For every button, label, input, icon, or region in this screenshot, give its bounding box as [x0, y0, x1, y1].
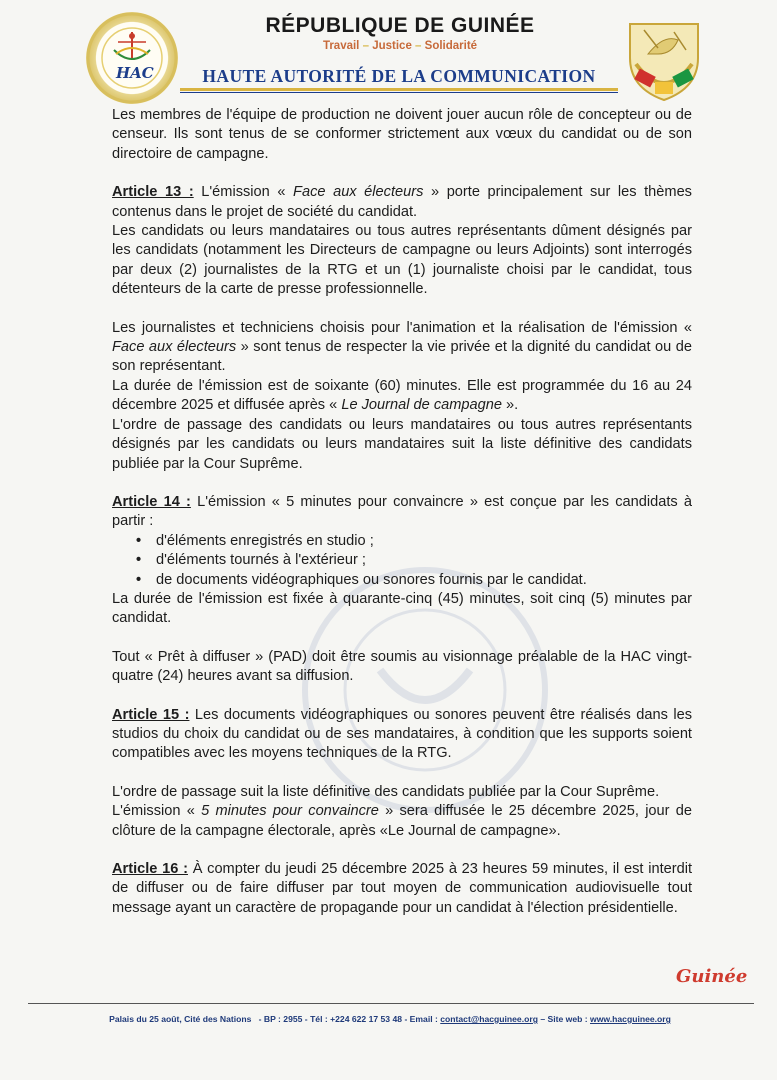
- article-13-paragraph-3: [112, 319, 692, 377]
- motto-part-3: Solidarité: [424, 40, 478, 52]
- footer-divider: [28, 1003, 754, 1004]
- article-13-paragraph-5: L'ordre de passage des candidats ou leurs mandataires ou tous autres représentants désignés par les candidats ou leurs mandataires suit la liste définitive des candidats publiée par la Cour Suprême.: [112, 416, 692, 472]
- article-14-list: [112, 532, 692, 590]
- footer-phone: Tél : +224 622 17 53 48: [310, 1014, 403, 1024]
- footer-address: Palais du 25 août, Cité des Nations: [109, 1014, 252, 1024]
- footer-email-link[interactable]: contact@hacguinee.org: [440, 1014, 538, 1024]
- article-13-paragraph-1: [112, 183, 692, 222]
- guinee-brand-logo: Guinée: [676, 966, 748, 987]
- article-13-paragraph-4: [112, 377, 692, 416]
- article-14-paragraph-2: La durée de l'émission est fixée à quarante-cinq (45) minutes, soit cinq (5) minutes par candidat.: [112, 590, 692, 627]
- article-13-text: L'émission «: [193, 184, 294, 201]
- list-item: • d'éléments enregistrés en studio ;: [156, 532, 692, 551]
- header-divider-thin: [180, 92, 618, 93]
- article-15-text: Les documents vidéographiques ou sonores peuvent être réalisés dans les studios du choix du candidat ou de ses mandataires, à condition que les supports soient compatibles avec les moyens techniques de la RTG.: [112, 706, 692, 762]
- intro-paragraph: Les membres de l'équipe de production ne doivent jouer aucun rôle de concepteur ou de censeur. Ils sont tenus de se conformer strictement aux vœux du candidat ou de son directoire de campagne.: [112, 107, 692, 162]
- paragraph-text: La durée de l'émission est de soixante (60) minutes. Elle est programmée du 16 au 24 décembre 2025 et diffusée après «: [112, 377, 692, 414]
- emission-title: Face aux électeurs: [112, 339, 237, 356]
- article-14-paragraph-1: [112, 493, 692, 532]
- article-13-label: Article 13 :: [112, 184, 194, 201]
- footer-email-label: - Email :: [404, 1014, 438, 1024]
- article-15-paragraph-3: [112, 802, 692, 841]
- motto-part-2: Justice: [372, 40, 412, 52]
- motto-separator-1: –: [362, 40, 369, 52]
- coat-of-arms-graphic: [618, 10, 710, 102]
- header-divider: [180, 88, 618, 91]
- hac-logo-text: HAC: [116, 64, 154, 82]
- emission-title: 5 minutes pour convaincre: [201, 803, 379, 820]
- article-14-label: Article 14 :: [112, 493, 191, 510]
- article-15-paragraph-2: L'ordre de passage suit la liste définitive des candidats publiée par la Cour Suprême.: [112, 783, 660, 800]
- paragraph-text: L'émission «: [112, 803, 202, 820]
- article-15-label: Article 15 :: [112, 706, 190, 723]
- motto-part-1: Travail: [322, 40, 360, 52]
- footer-contact: [40, 1014, 740, 1024]
- article-13-paragraph-2: Les candidats ou leurs mandataires ou tous autres représentants dûment désignés par les candidats (notamment les Directeurs de campagne ou leurs Adjoints) sont interrogés par deux (2) journalistes de la RTG et un (1) journaliste choisi par le candidat, tous détenteurs de la carte de presse professionnelle.: [112, 223, 692, 298]
- article-13-text-end: » porte principalement sur les thèmes contenus dans le projet de société du candidat.: [112, 184, 692, 220]
- hac-logo-graphic: [86, 12, 178, 104]
- article-14-text: L'émission « 5 minutes pour convaincre » est conçue par les candidats à partir :: [112, 493, 692, 530]
- emission-title: Face aux électeurs: [293, 184, 424, 201]
- motto-separator-2: –: [415, 40, 422, 52]
- article-16-paragraph-1: [112, 860, 692, 918]
- list-item: • de documents vidéographiques ou sonores fournis par le candidat.: [156, 571, 692, 590]
- paragraph-text-end: ».: [502, 397, 519, 414]
- national-motto: [200, 40, 600, 52]
- guinea-coat-of-arms-icon: [618, 10, 710, 102]
- list-item: • d'éléments tournés à l'extérieur ;: [156, 551, 692, 570]
- footer-site-label: – Site web :: [540, 1014, 588, 1024]
- hac-logo: [86, 12, 178, 104]
- emission-title: Le Journal de campagne: [341, 397, 502, 414]
- article-15-paragraph-1: [112, 706, 692, 764]
- footer-bp: - BP : 2955 -: [258, 1014, 308, 1024]
- article-16-text: À compter du jeudi 25 décembre 2025 à 23 heures 59 minutes, il est interdit de diffuser ou de faire diffuser par tout moyen de communication audiovisuelle tout message ayant un caractère de propagande pour un candidat à l'élection présidentielle.: [112, 861, 693, 916]
- article-16-label: Article 16 :: [112, 861, 188, 877]
- footer-website-link[interactable]: www.hacguinee.org: [590, 1014, 671, 1024]
- paragraph-text-end: » sont tenus de respecter la vie privée et la dignité du candidat ou de son représentant.: [112, 339, 692, 375]
- document-body: [112, 106, 692, 918]
- country-title: RÉPUBLIQUE DE GUINÉE: [265, 14, 535, 37]
- authority-title: HAUTE AUTORITÉ DE LA COMMUNICATION: [202, 66, 596, 86]
- paragraph-text-end: » sera diffusée le 25 décembre 2025, jour de clôture de la campagne électorale, après «Le Journal de campagne».: [112, 803, 693, 839]
- article-14-paragraph-3: Tout « Prêt à diffuser » (PAD) doit être soumis au visionnage préalable de la HAC vingt-quatre (24) heures avant sa diffusion.: [112, 648, 692, 685]
- paragraph-text: Les journalistes et techniciens choisis pour l'animation et la réalisation de l'émission «: [112, 319, 692, 336]
